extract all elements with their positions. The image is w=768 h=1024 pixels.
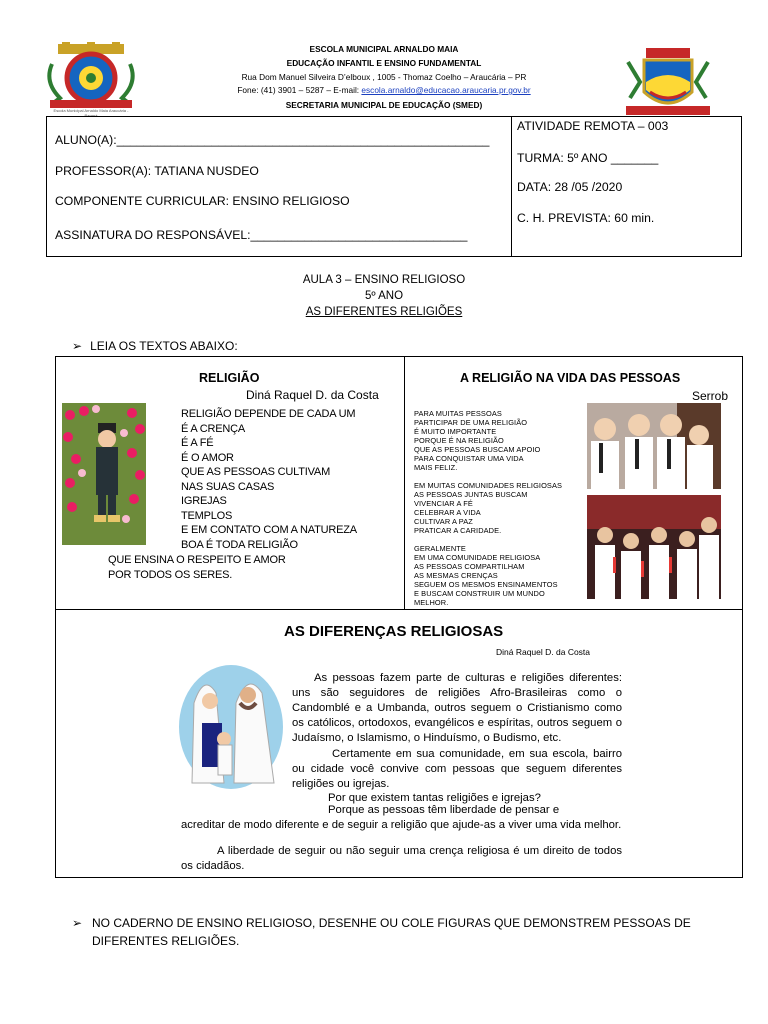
stanza-line: E BUSCAM CONSTRUIR UM MUNDO (414, 589, 545, 598)
date: DATA: 28 /05 /2020 (517, 180, 623, 194)
poem-line: QUE ENSINA O RESPEITO E AMOR (108, 554, 286, 566)
text3-p2: Certamente em sua comunidade, em sua escola, bairro ou cidade você convive com pessoas que seguem diferentes religiões ou igrejas. (292, 748, 622, 790)
stanza-line: AS PESSOAS JUNTAS BUSCAM (414, 490, 528, 499)
workload: C. H. PREVISTA: 60 min. (517, 211, 655, 225)
school-contact (150, 85, 618, 95)
curricular-component: COMPONENTE CURRICULAR: ENSINO RELIGIOSO (55, 194, 350, 208)
lesson-title: AULA 3 – ENSINO RELIGIOSO (302, 274, 466, 286)
poem-line: RELIGIÃO DEPENDE DE CADA UM (181, 408, 356, 420)
stanza-line: PARA MUITAS PESSOAS (414, 409, 502, 418)
stanza-line: MAIS FELIZ. (414, 463, 458, 472)
phone-text: Fone: (41) 3901 – 5287 – E-mail: (237, 85, 362, 95)
instruction-read-text: LEIA OS TEXTOS ABAIXO: (90, 339, 238, 353)
poem-line: BOA É TODA RELIGIÃO (181, 538, 298, 551)
lesson-topic-text: AS DIFERENTES RELIGIÕES (305, 306, 463, 318)
stanza-line: AS PESSOAS COMPARTILHAM (414, 562, 525, 571)
stanza-line: É MUITO IMPORTANTE (414, 427, 497, 436)
stanza-line: PRATICAR A CARIDADE. (414, 526, 502, 535)
column-divider (404, 357, 405, 609)
stanza-line: PARTICIPAR DE UMA RELIGIÃO (414, 418, 528, 427)
email-link[interactable]: escola.arnaldo@educacao.araucaria.pr.gov.br (361, 85, 531, 95)
student-name-field[interactable]: ALUNO(A):_______________________________________________________ (55, 133, 490, 147)
class-field: TURMA: 5º ANO _______ (517, 151, 659, 165)
stanza-line: CELEBRAR A VIDA (414, 508, 481, 517)
stanza-line: EM MUITAS COMUNIDADES RELIGIOSAS (414, 481, 563, 490)
poem-line: E EM CONTATO COM A NATUREZA (181, 524, 357, 536)
stanza-line: CULTIVAR A PAZ (414, 517, 473, 526)
school-level: EDUCAÇÃO INFANTIL E ENSINO FUNDAMENTAL (286, 58, 482, 68)
poem-line: IGREJAS (181, 495, 227, 507)
stanza-line: SEGUEM OS MESMOS ENSINAMENTOS (414, 580, 558, 589)
text3-paragraph-1 (292, 671, 622, 746)
instruction-draw-text: NO CADERNO DE ENSINO RELIGIOSO, DESENHE OU COLE FIGURAS QUE DEMONSTREM PESSOAS DE DIFERENTES RELIGIÕES. (92, 916, 691, 948)
text3-paragraph-4b (181, 818, 622, 833)
text3-p3: Por que existem tantas religiões e igrejas? (328, 792, 541, 804)
poem-line: POR TODOS OS SERES. (108, 568, 233, 581)
muslim-family-illustration (178, 663, 284, 789)
text3-paragraph-2 (292, 747, 622, 792)
poem-line: É A CRENÇA (181, 422, 246, 435)
choir-photo (587, 495, 721, 599)
texts-box (55, 356, 743, 878)
text3-paragraph-4a (292, 803, 622, 818)
student-info-box (46, 116, 742, 257)
school-logo-left (44, 42, 138, 120)
poem-line: NAS SUAS CASAS (181, 480, 275, 493)
instruction-draw (72, 914, 732, 950)
arrow-bullet-icon: ➢ (72, 339, 83, 353)
text2-author: Serrob (692, 389, 729, 403)
text3-title: AS DIFERENÇAS RELIGIOSAS (284, 623, 504, 640)
city-coat-of-arms (616, 48, 720, 120)
stanza-line: EM UMA COMUNIDADE RELIGIOSA (414, 553, 541, 562)
stanza-line: MELHOR. (414, 598, 449, 607)
text3-p4b: acreditar de modo diferente e de seguir a religião que ajude-as a viver uma vida melhor. (181, 819, 622, 831)
stanza-line: AS MESMAS CRENÇAS (414, 571, 498, 580)
stanza-line: VIVENCIAR A FÉ (414, 499, 473, 508)
school-address: Rua Dom Manuel Silveira D’elboux , 1005 - Thomaz Coelho – Araucária – PR (241, 72, 527, 82)
guardian-signature-field[interactable]: ASSINATURA DO RESPONSÁVEL:________________________________ (55, 228, 468, 242)
poem-line: TEMPLOS (181, 509, 233, 522)
left-logo-caption: Escola Municipal Arnaldo Maia Araucária - Paraná (53, 108, 129, 118)
stanza-line: GERALMENTE (414, 544, 466, 553)
text3-author: Diná Raquel D. da Costa (496, 647, 591, 657)
stanza-line: QUE AS PESSOAS BUSCAM APOIO (414, 445, 541, 454)
text3-p4a: Porque as pessoas têm liberdade de pensar e (328, 804, 560, 816)
text3-paragraph-5 (181, 844, 622, 874)
arrow-bullet-icon: ➢ (72, 916, 83, 930)
school-name: ESCOLA MUNICIPAL ARNALDO MAIA (309, 44, 459, 54)
text2-title: A RELIGIÃO NA VIDA DAS PESSOAS (460, 371, 681, 385)
text1-poem-end (108, 553, 286, 582)
poem-line: É A FÉ (181, 437, 214, 449)
row-divider (56, 609, 742, 610)
text1-poem (181, 407, 357, 552)
instruction-read (72, 339, 238, 353)
stanza-line: PORQUE É NA RELIGIÃO (414, 436, 504, 445)
teacher-name: PROFESSOR(A): TATIANA NUSDEO (55, 164, 259, 178)
text2-poem (414, 409, 580, 607)
stanza-line: PARA CONQUISTAR UMA VIDA (414, 454, 524, 463)
text1-title: RELIGIÃO (199, 371, 260, 385)
child-tulips-photo (62, 403, 146, 545)
lesson-grade: 5º ANO (364, 290, 404, 302)
poem-line: QUE AS PESSOAS CULTIVAM (181, 466, 331, 478)
activity-number: ATIVIDADE REMOTA – 003 (517, 119, 669, 133)
lesson-topic (0, 306, 768, 318)
text3-p1: As pessoas fazem parte de culturas e religiões diferentes: uns são seguidores de religiões Afro-Brasileiras como o Candomblé e a Umbanda, outros seguem o Cristianismo como os católicos, ortodoxos, evangélicos e espíritas, outros seguem o Judaísmo, o Islamismo, o Hinduísmo, o Budismo, etc. (292, 672, 622, 744)
poem-line: É O AMOR (181, 451, 234, 464)
secretariat: SECRETARIA MUNICIPAL DE EDUCAÇÃO (SMED) (285, 100, 483, 110)
text1-author: Diná Raquel D. da Costa (246, 388, 379, 402)
text3-p5: A liberdade de seguir ou não seguir uma crença religiosa é um direito de todos os cidadãos. (181, 845, 622, 872)
children-praying-photo (587, 403, 721, 489)
